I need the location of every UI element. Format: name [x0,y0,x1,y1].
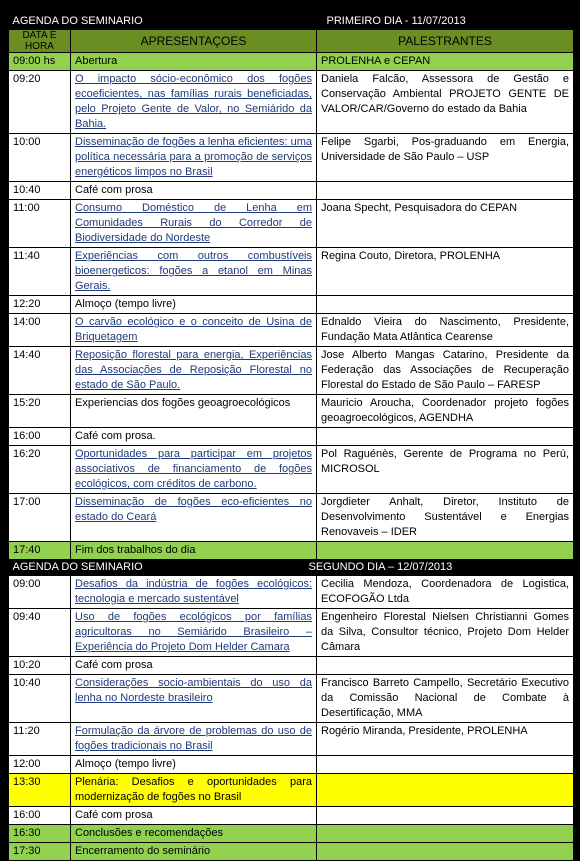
row-time: 16:20 [9,446,71,494]
agenda-row [9,494,574,542]
row-time: 11:40 [9,248,71,296]
talk-title: Café com prosa [71,657,317,675]
row-time: 12:20 [9,296,71,314]
row-time: 10:40 [9,675,71,723]
speaker: Cecilia Mendoza, Coordenadora de Logistica, ECOFOGÃO Ltda [317,576,574,609]
agenda-row [9,248,574,296]
row-time: 09:40 [9,609,71,657]
talk-link[interactable]: Disseminação de fogões a lenha eficientes: uma política necessária para a promoção de serviços energéticos limpos no Brasil [71,134,317,182]
agenda-row [9,314,574,347]
agenda-row [9,134,574,182]
agenda-row [9,657,574,675]
agenda-row [9,542,574,560]
row-time: 09:00 hs [9,53,71,71]
talk-title: Almoço (tempo livre) [71,296,317,314]
row-time: 11:00 [9,200,71,248]
agenda-row [9,723,574,756]
agenda-row [9,576,574,609]
agenda-table [8,14,574,861]
row-time: 13:30 [9,774,71,807]
row-time: 11:20 [9,723,71,756]
agenda-row [9,182,574,200]
talk-link[interactable]: Oportunidades para participar em projetos associativos de financiamento de fogões ecológicos, com créditos de carbono. [71,446,317,494]
speaker: Pol Raguénès, Gerente de Programa no Perú, MICROSOL [317,446,574,494]
agenda-row [9,395,574,428]
talk-title: Café com prosa. [71,428,317,446]
row-time: 09:00 [9,576,71,609]
talk-link[interactable]: O impacto sócio-econômico dos fogões ecoeficientes, nas famílias rurais beneficiadas, pelo Projeto Gente de Valor, no Semiárido da Bahia. [71,71,317,134]
talk-link[interactable]: Consumo Doméstico de Lenha em Comunidades Rurais do Corredor de Biodiversidade do Nordeste [71,200,317,248]
row-time: 14:40 [9,347,71,395]
talk-link[interactable]: Reposição florestal para energia, Experiências das Associações de Reposição Florestal no estado de São Paulo. [71,347,317,395]
agenda-row [9,774,574,807]
talk-title: Plenária: Desafios e oportunidades para modernização de fogões no Brasil [71,774,317,807]
speaker: Engenheiro Florestal Nielsen Christianni Gomes da Silva, Consultor técnico, Projeto Dom Helder Câmara [317,609,574,657]
row-time: 17:30 [9,843,71,861]
speaker [317,542,574,560]
row-time: 10:40 [9,182,71,200]
day1-day-label: PRIMEIRO DIA - 11/07/2013 [326,15,466,27]
speaker: Mauricio Aroucha, Coordenador projeto fogões geoagroecológicos, AGENDHA [317,395,574,428]
speaker: Joana Specht, Pesquisadora do CEPAN [317,200,574,248]
talk-link[interactable]: Uso de fogões ecológicos por famílias agricultoras no Semiárido Brasileiro – Experiência do Projeto Dom Helder Camara [71,609,317,657]
talk-link[interactable]: Experiências com outros combustíveis bioenergeticos: fogões a etanol em Minas Gerais. [71,248,317,296]
header-speakers: PALESTRANTES [317,30,574,53]
agenda-row [9,200,574,248]
agenda-row [9,675,574,723]
agenda-row [9,446,574,494]
agenda-row [9,807,574,825]
row-time: 17:40 [9,542,71,560]
agenda-row [9,609,574,657]
speaker [317,756,574,774]
talk-title: Fim dos trabalhos do dia [71,542,317,560]
talk-title: Encerramento do seminário [71,843,317,861]
day2-title-row [9,560,574,576]
day2-agenda-label: AGENDA DO SEMINARIO [12,561,143,573]
speaker [317,825,574,843]
row-time: 10:20 [9,657,71,675]
talk-link[interactable]: O carvão ecológico e o conceito de Usina de Briquetagem [71,314,317,347]
speaker: Daniela Falcão, Assessora de Gestão e Conservação Ambiental PROJETO GENTE DE VALOR/CAR/Governo do estado da Bahia [317,71,574,134]
agenda-row [9,71,574,134]
agenda-sheet [8,14,573,861]
speaker [317,296,574,314]
talk-link[interactable]: Formulação da árvore de problemas do uso de fogões tradicionais no Brasil [71,723,317,756]
row-time: 16:00 [9,807,71,825]
row-time: 12:00 [9,756,71,774]
day1-title-row [9,14,574,30]
row-time: 17:00 [9,494,71,542]
talk-title: Café com prosa [71,182,317,200]
speaker: PROLENHA e CEPAN [317,53,574,71]
agenda-row [9,347,574,395]
row-time: 09:20 [9,71,71,134]
speaker: Regina Couto, Diretora, PROLENHA [317,248,574,296]
row-time: 14:00 [9,314,71,347]
talk-title: Almoço (tempo livre) [71,756,317,774]
speaker [317,657,574,675]
day2-day-label: SEGUNDO DIA – 12/07/2013 [308,561,453,573]
talk-link[interactable]: Desafios da indústria de fogões ecológicos: tecnologia e mercado sustentável [71,576,317,609]
row-time: 16:00 [9,428,71,446]
talk-link[interactable]: Considerações socio-ambientais do uso da lenha no Nordeste brasileiro [71,675,317,723]
row-time: 15:20 [9,395,71,428]
day1-agenda-label: AGENDA DO SEMINARIO [12,15,143,27]
row-time: 16:30 [9,825,71,843]
talk-title: Experiencias dos fogões geoagroecológicos [71,395,317,428]
speaker [317,774,574,807]
header-talks: APRESENTAÇOES [71,30,317,53]
talk-title: Abertura [71,53,317,71]
speaker: Francisco Barreto Campello, Secretário Executivo da Comissão Nacional de Combate à Desertificação, MMA [317,675,574,723]
agenda-row [9,53,574,71]
talk-title: Café com prosa [71,807,317,825]
talk-link[interactable]: Disseminação de fogões eco-eficientes no estado do Ceará [71,494,317,542]
agenda-row [9,428,574,446]
speaker: Rogério Miranda, Presidente, PROLENHA [317,723,574,756]
agenda-row [9,825,574,843]
header-row [9,30,574,53]
speaker: Jose Alberto Mangas Catarino, Presidente da Federação das Associações de Recuperação Florestal do Estado de São Paulo – FARESP [317,347,574,395]
talk-title: Conclusões e recomendações [71,825,317,843]
row-time: 10:00 [9,134,71,182]
speaker [317,182,574,200]
speaker [317,807,574,825]
speaker [317,428,574,446]
speaker: Felipe Sgarbi, Pos-graduando em Energia, Universidade de São Paulo – USP [317,134,574,182]
agenda-row [9,296,574,314]
agenda-row [9,756,574,774]
header-time: DATA E HORA [9,30,71,53]
speaker: Jorgdieter Anhalt, Diretor, Instituto de Desenvolvimento Sustentável e Energias Renovaveis – IDER [317,494,574,542]
speaker: Ednaldo Vieira do Nascimento, Presidente, Fundação Mata Atlântica Cearense [317,314,574,347]
